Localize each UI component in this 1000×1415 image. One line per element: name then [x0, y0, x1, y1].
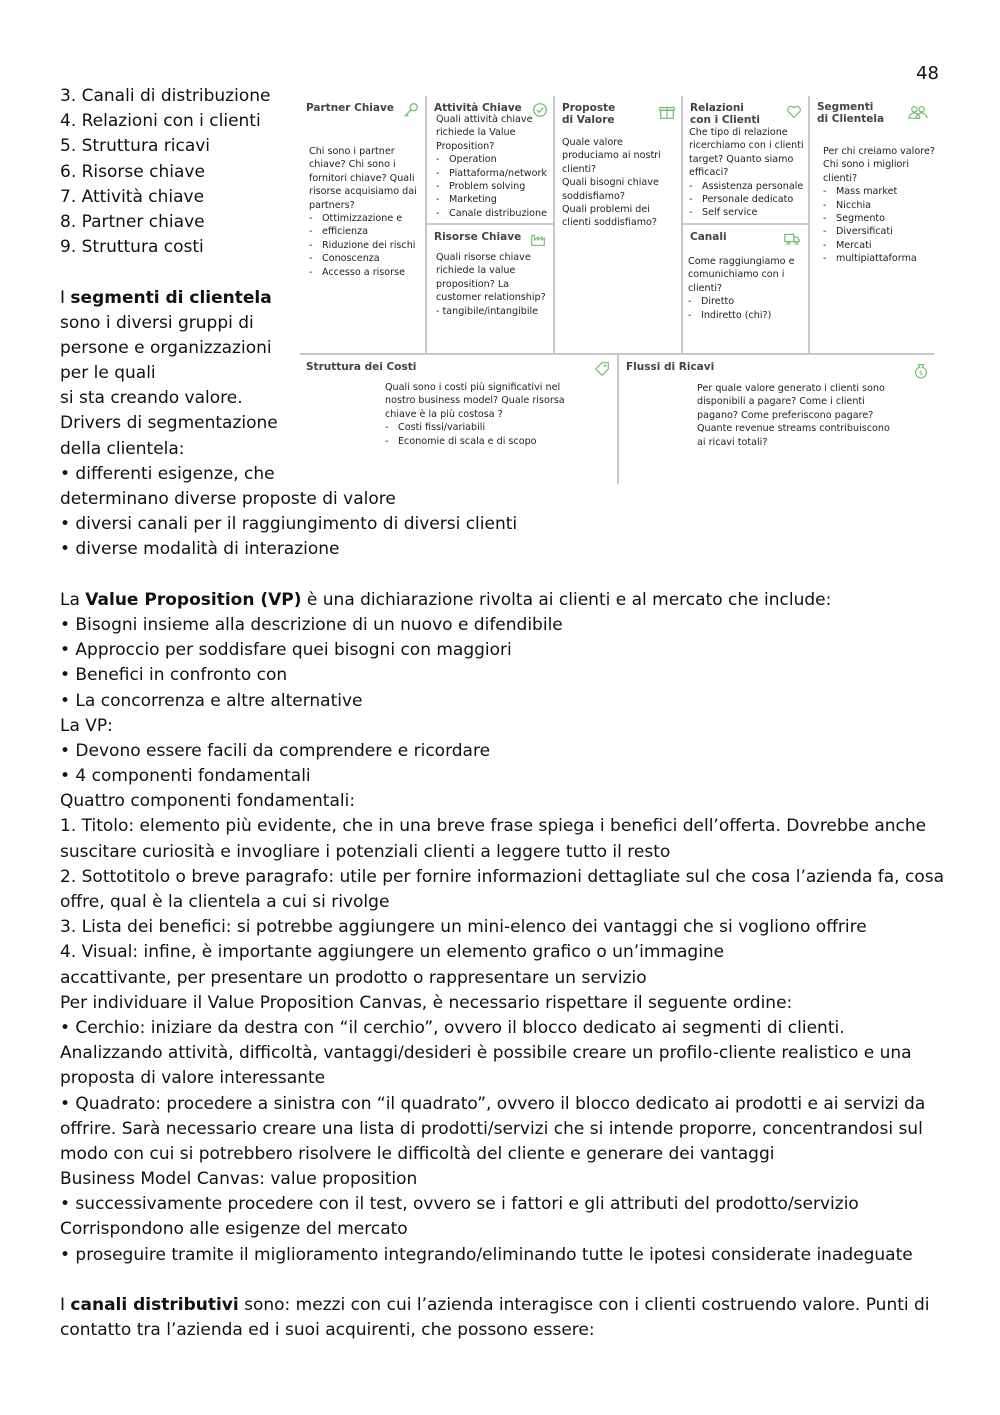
list-item: - Indiretto (chi?) [688, 309, 795, 322]
list-item: - Mass market [823, 185, 935, 198]
key-icon [402, 101, 420, 119]
paragraph-line: • proseguire tramite il miglioramento integrando/eliminando tutte le ipotesi considerate inadeguate [60, 1244, 913, 1265]
block-title: Proposte di Valore [562, 102, 616, 126]
paragraph-line: • La concorrenza e altre alternative [60, 690, 363, 711]
list-item: - multipiattaforma [823, 252, 935, 265]
list-item: 8. Partner chiave [60, 211, 205, 232]
paragraph-line: per le quali [60, 363, 156, 384]
block-title: Segmenti di Clientela [817, 101, 885, 125]
paragraph-line: • differenti esigenze, che [60, 463, 275, 484]
list-item: - Economie di scala e di scopo [385, 435, 565, 448]
list-item: - Canale distribuzione [436, 207, 547, 220]
list-item: - Segmento [823, 212, 935, 225]
page-number: 48 [916, 63, 939, 84]
paragraph-line: • successivamente procedere con il test, ovvero se i fattori e gli attributi del prodotto/servizio [60, 1194, 859, 1215]
paragraph-line: • Quadrato: procedere a sinistra con “il quadrato”, ovvero il blocco dedicato ai prodotti e ai servizi da [60, 1093, 926, 1114]
segmenti-clientela-block: Segmenti di Clientela Per chi creiamo valore? Chi sono i migliori clienti? - Mass market - Nicchia - Segmento - Diversificati - Mercati - multipiattaforma [810, 92, 934, 353]
list-item: - Diretto [688, 295, 795, 308]
relazioni-clienti-block: Relazioni con i Clienti Che tipo di relazione ricerchiamo con i clienti target? Quanto siamo efficaci? - Assistenza personale - Personale dedicato - Self service [683, 92, 808, 223]
heart-icon [785, 103, 803, 121]
list-item: - Personale dedicato [689, 193, 804, 206]
paragraph-line: Quattro componenti fondamentali: [60, 791, 356, 812]
struttura-costi-block: Struttura dei Costi Quali sono i costi più significativi nel nostro business model? Quale risorsa chiave è la più costosa ? - Costi fissi/variabili - Economie di scala e di scopo [300, 355, 617, 484]
paragraph-line: contatto tra l’azienda ed i suoi acquirenti, che possono essere: [60, 1320, 595, 1341]
list-item: - Problem solving [436, 180, 547, 193]
paragraph-line: • 4 componenti fondamentali [60, 766, 311, 787]
gift-icon [658, 103, 676, 121]
paragraph-line: • Bisogni insieme alla descrizione di un nuovo e difendibile [60, 614, 563, 635]
block-title: Relazioni con i Clienti [690, 102, 760, 126]
paragraph-line: Drivers di segmentazione [60, 413, 278, 434]
list-item: - efficienza [309, 225, 417, 238]
paragraph-line: • diversi canali per il raggiungimento di diversi clienti [60, 514, 518, 535]
attivita-chiave-block: Attività Chiave Quali attività chiave richiede la Value Proposition? - Operation - Piattaforma/network - Problem solving - Marketing - Canale distribuzione [427, 92, 553, 223]
paragraph-line: 1. Titolo: elemento più evidente, che in una breve frase spiega i benefici dell’offerta. Dovrebbe anche [60, 816, 927, 837]
list-item: - Mercati [823, 239, 935, 252]
paragraph-line: offrire. Sarà necessario creare una lista di prodotti/servizi che si intende proporre, concentrandosi sul [60, 1118, 923, 1139]
paragraph-line: 2. Sottotitolo o breve paragrafo: utile per fornire informazioni dettagliate sul che cosa l’azienda fa, cosa [60, 866, 945, 887]
list-item: - Self service [689, 206, 804, 219]
paragraph-line: La VP: [60, 715, 113, 736]
paragraph-line: • Devono essere facili da comprendere e ricordare [60, 740, 491, 761]
paragraph-line: proposta di valore interessante [60, 1068, 326, 1089]
paragraph-line: 3. Lista dei benefici: si potrebbe aggiungere un mini-elenco dei vantaggi che si vogliono offrire [60, 917, 867, 938]
vp-heading: La Value Proposition (VP) è una dichiarazione rivolta ai clienti e al mercato che include: [60, 589, 832, 610]
paragraph-line: 4. Visual: infine, è importante aggiungere un elemento grafico o un’immagine [60, 942, 725, 963]
block-title: Struttura dei Costi [306, 361, 417, 373]
list-item: 5. Struttura ricavi [60, 136, 211, 157]
list-item: - Operation [436, 153, 547, 166]
block-title: Partner Chiave [306, 102, 394, 114]
money-bag-icon [912, 361, 930, 379]
list-item: 9. Struttura costi [60, 237, 204, 258]
paragraph-line: sono i diversi gruppi di [60, 312, 254, 333]
paragraph-line: • diverse modalità di interazione [60, 539, 340, 560]
canali-heading: I canali distributivi sono: mezzi con cui l’azienda interagisce con i clienti costruendo valore. Punti di [60, 1295, 930, 1315]
list-item: - Assistenza personale [689, 180, 804, 193]
paragraph-line: modo con cui si potrebbero risolvere le difficoltà del cliente e generare dei vantaggi [60, 1143, 775, 1164]
paragraph-line: persone e organizzazioni [60, 337, 272, 358]
list-item: 3. Canali di distribuzione [60, 86, 271, 106]
list-item: 7. Attività chiave [60, 186, 205, 207]
list-item: 6. Risorse chiave [60, 161, 205, 182]
list-item: - Accesso a risorse [309, 266, 417, 279]
block-title: Risorse Chiave [434, 231, 522, 243]
paragraph-line: si sta creando valore. [60, 388, 243, 409]
canali-block: Canali Come raggiungiamo e comunichiamo con i clienti? - Diretto - Indiretto (chi?) [683, 225, 808, 353]
list-item: - Costi fissi/variabili [385, 421, 565, 434]
list-item: - Riduzione dei rischi [309, 239, 417, 252]
list-item: 4. Relazioni con i clienti [60, 111, 261, 132]
block-title: Canali [690, 231, 727, 243]
paragraph-line: offre, qual è la clientela a cui si rivolge [60, 892, 390, 912]
people-icon [907, 103, 929, 121]
list-item: - Marketing [436, 193, 547, 206]
paragraph-line: • Cerchio: iniziare da destra con “il cerchio”, ovvero il blocco dedicato ai segmenti di clienti. [60, 1017, 845, 1038]
paragraph-line: Analizzando attività, difficoltà, vantaggi/desideri è possibile creare un profilo-cliente realistico e una [60, 1043, 912, 1064]
list-item: - Piattaforma/network [436, 167, 547, 180]
paragraph-line: Corrispondono alle esigenze del mercato [60, 1219, 408, 1240]
paragraph-line: Business Model Canvas: value proposition [60, 1169, 418, 1190]
business-model-canvas [300, 92, 934, 484]
flussi-ricavi-block: Flussi di Ricavi $ Per quale valore generato i clienti sono disponibili a pagare? Come i clienti pagano? Come preferiscono pagare? Quante revenue streams contribuiscono ai ricavi totali? [619, 355, 934, 484]
partner-chiave-block: Partner Chiave Chi sono i partner chiave? Chi sono i fornitori chiave? Quali risorse acquisiamo dai partners? - Ottimizzazione e - efficienza - Riduzione dei rischi - Conoscenza - Accesso a risorse [300, 92, 425, 353]
proposte-valore-block: Proposte di Valore Quale valore produciamo ai nostri clienti? Quali bisogni chiave soddisfiamo? Quali problemi dei clienti soddisfiamo? [555, 92, 681, 353]
paragraph-line: Per individuare il Value Proposition Canvas, è necessario rispettare il seguente ordine: [60, 992, 793, 1013]
list-item: - Conoscenza [309, 252, 417, 265]
list-item: - Nicchia [823, 199, 935, 212]
paragraph-line: • Benefici in confronto con [60, 665, 288, 686]
block-title: Flussi di Ricavi [626, 361, 715, 373]
truck-icon [783, 229, 801, 247]
paragraph-line: della clientela: [60, 438, 185, 459]
paragraph-line: accattivante, per presentare un prodotto o rappresentare un servizio [60, 967, 647, 988]
tag-icon [593, 360, 611, 378]
risorse-chiave-block: Risorse Chiave Quali risorse chiave richiede la value proposition? La customer relationship? - tangibile/intangibile [434, 231, 546, 317]
paragraph-line: • Approccio per soddisfare quei bisogni con maggiori [60, 640, 512, 661]
list-item: - Ottimizzazione e [309, 212, 417, 225]
block-title: Attività Chiave [434, 102, 522, 114]
svg-text:$: $ [918, 369, 924, 377]
list-item: - Diversificati [823, 225, 935, 238]
paragraph-line: suscitare curiosità e invogliare i potenziali clienti a leggere tutto il resto [60, 841, 671, 862]
paragraph-line: determinano diverse proposte di valore [60, 489, 396, 509]
segmenti-heading: I segmenti di clientela [60, 287, 272, 308]
factory-icon [529, 230, 547, 248]
